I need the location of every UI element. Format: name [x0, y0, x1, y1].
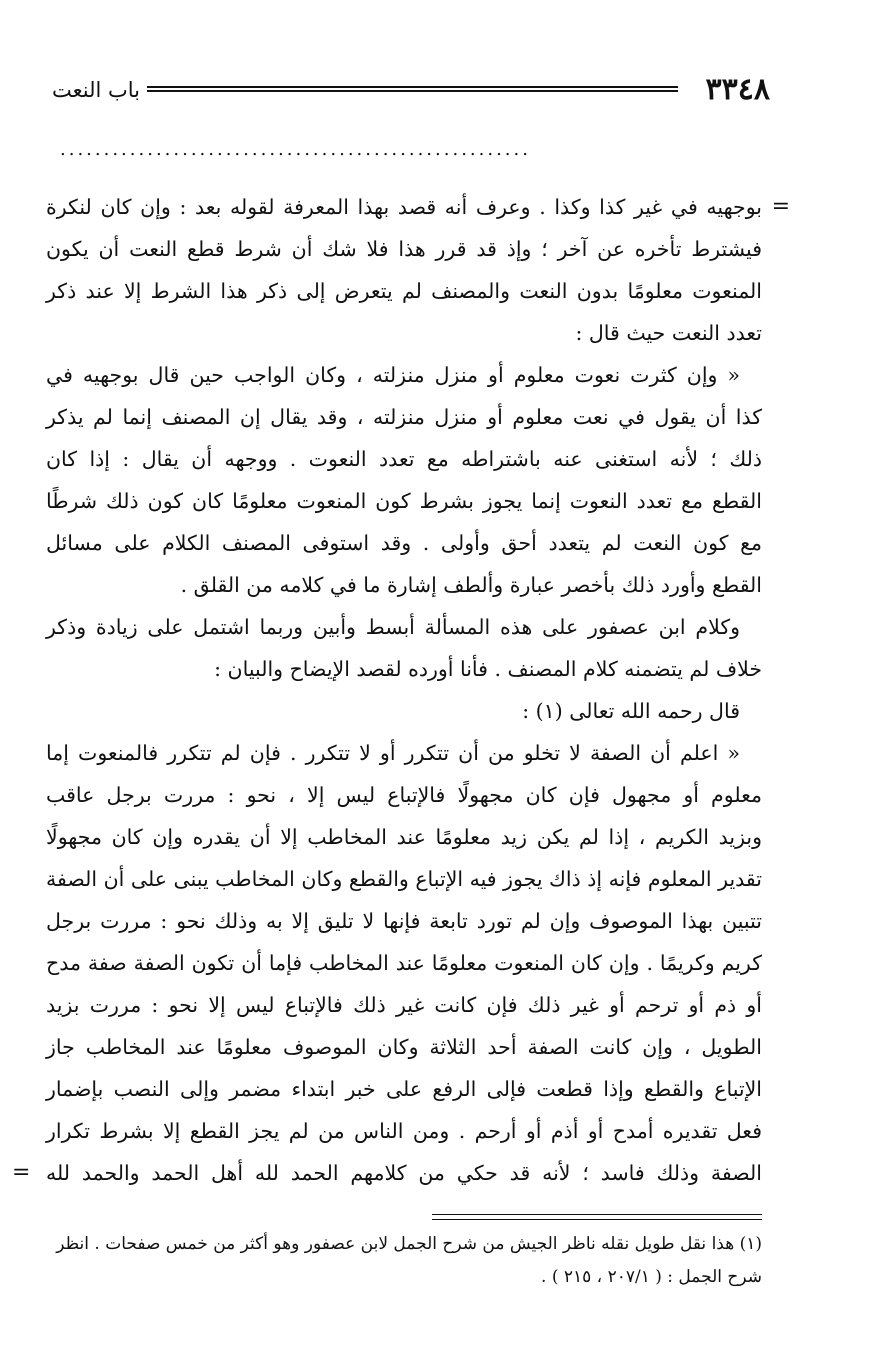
- text-line: أو ذم أو ترحم أو غير ذلك فإن كانت غير ذلك فالإتباع ليس إلا نحو : مررت بزيد: [46, 993, 762, 1017]
- text-line: خلاف لم يتضمنه كلام المصنف . فأنا أورده لقصد الإيضاح والبيان :: [214, 657, 762, 681]
- text-line: الإتباع والقطع وإذا قطعت فإلى الرفع على خبر ابتداء مضمر وإلى النصب بإضمار: [46, 1077, 762, 1101]
- text-line: الطويل ، وإن كانت الصفة أحد الثلاثة وكان الموصوف معلومًا عند المخاطب جاز: [46, 1035, 762, 1059]
- text-line: كريم وكريمًا . وإن كان المنعوت معلومًا عند المخاطب فإما أن تكون الصفة صفة مدح: [46, 951, 762, 975]
- text-line: « وإن كثرت نعوت معلوم أو منزل منزلته ، وكان الواجب حين قال بوجهيه في: [46, 363, 740, 387]
- text-line: تقدير المعلوم فإنه إذ ذاك يجوز فيه الإتباع والقطع وكان المخاطب يبنى على أن الصفة: [46, 867, 762, 891]
- text-line: تتبين بهذا الموصوف وإن لم تورد تابعة فإنها لا تليق إلا به وذلك نحو : مررت برجل: [46, 909, 762, 933]
- dotted-separator: ......................................................: [60, 139, 531, 160]
- text-line: تعدد النعت حيث قال :: [575, 321, 762, 345]
- text-line: وبزيد الكريم ، إذا لم يكن زيد معلومًا عند المخاطب إلا أن يقدره وإن كان مجهولًا: [46, 825, 762, 849]
- page-number: ٣٣٤٨: [705, 72, 770, 107]
- text-line: مع كون النعت لم يتعدد أحق وأولى . وقد استوفى المصنف الكلام على مسائل: [46, 531, 762, 555]
- footnote-rule-second: [432, 1219, 762, 1220]
- text-line: معلوم أو مجهول فإن كان مجهولًا فالإتباع ليس إلا ، نحو : مررت برجل عاقب: [46, 783, 762, 807]
- header-rule: [147, 86, 678, 92]
- chapter-title: باب النعت: [52, 78, 141, 102]
- footnotes: [46, 1228, 762, 1294]
- text-line: المنعوت معلومًا بدون النعت والمصنف لم يتعرض إلى ذكر هذا الشرط إلا عند ذكر: [46, 279, 762, 303]
- page-header: [52, 72, 770, 108]
- continuation-mark-start: =: [771, 194, 790, 219]
- footnote-rule: [432, 1214, 762, 1215]
- text-line: ذلك ؛ لأنه استغنى عنه باشتراطه مع تعدد النعوت . ووجهه أن يقال : إذا كان: [46, 447, 762, 471]
- text-line: الصفة وذلك فاسد ؛ لأنه قد حكي من كلامهم الحمد لله أهل الحمد والحمد لله =: [46, 1152, 762, 1194]
- main-text: [12, 186, 790, 1194]
- footnote-line: (١) هذا نقل طويل نقله ناظر الجيش من شرح الجمل لابن عصفور وهو أكثر من خمس صفحات . انظر: [56, 1234, 762, 1254]
- text-line: « اعلم أن الصفة لا تخلو من أن تتكرر أو لا تتكرر . فإن لم تتكرر فالمنعوت إما: [46, 741, 740, 765]
- text-line: القطع وأورد ذلك بأخصر عبارة وألطف إشارة ما في كلامه من القلق .: [180, 573, 762, 597]
- text-line: كذا أن يقول في نعت معلوم أو منزل منزلته ، وقد يقال إن المصنف إنما لم يذكر: [46, 405, 762, 429]
- continuation-mark-end: =: [12, 1160, 31, 1185]
- footnote-line: شرح الجمل : ( ٢٠٧/١ ، ٢١٥ ) .: [541, 1267, 762, 1287]
- text-line: فعل تقديره أمدح أو أذم أو أرحم . ومن الناس من لم يجز القطع إلا بشرط تكرار: [46, 1119, 762, 1143]
- text-line: وكلام ابن عصفور على هذه المسألة أبسط وأبين وربما اشتمل على زيادة وذكر: [46, 615, 740, 639]
- text-line: = بوجهيه في غير كذا وكذا . وعرف أنه قصد بهذا المعرفة لقوله بعد : وإن كان لنكرة: [46, 186, 762, 228]
- text-line: فيشترط تأخره عن آخر ؛ وإذ قد قرر هذا فلا شك أن شرط قطع النعت أن يكون: [46, 237, 762, 261]
- text-line: قال رحمه الله تعالى (١) :: [522, 699, 740, 723]
- text-line: القطع مع تعدد النعوت إنما يجوز بشرط كون المنعوت معلومًا كان كون ذلك شرطًا: [46, 489, 762, 513]
